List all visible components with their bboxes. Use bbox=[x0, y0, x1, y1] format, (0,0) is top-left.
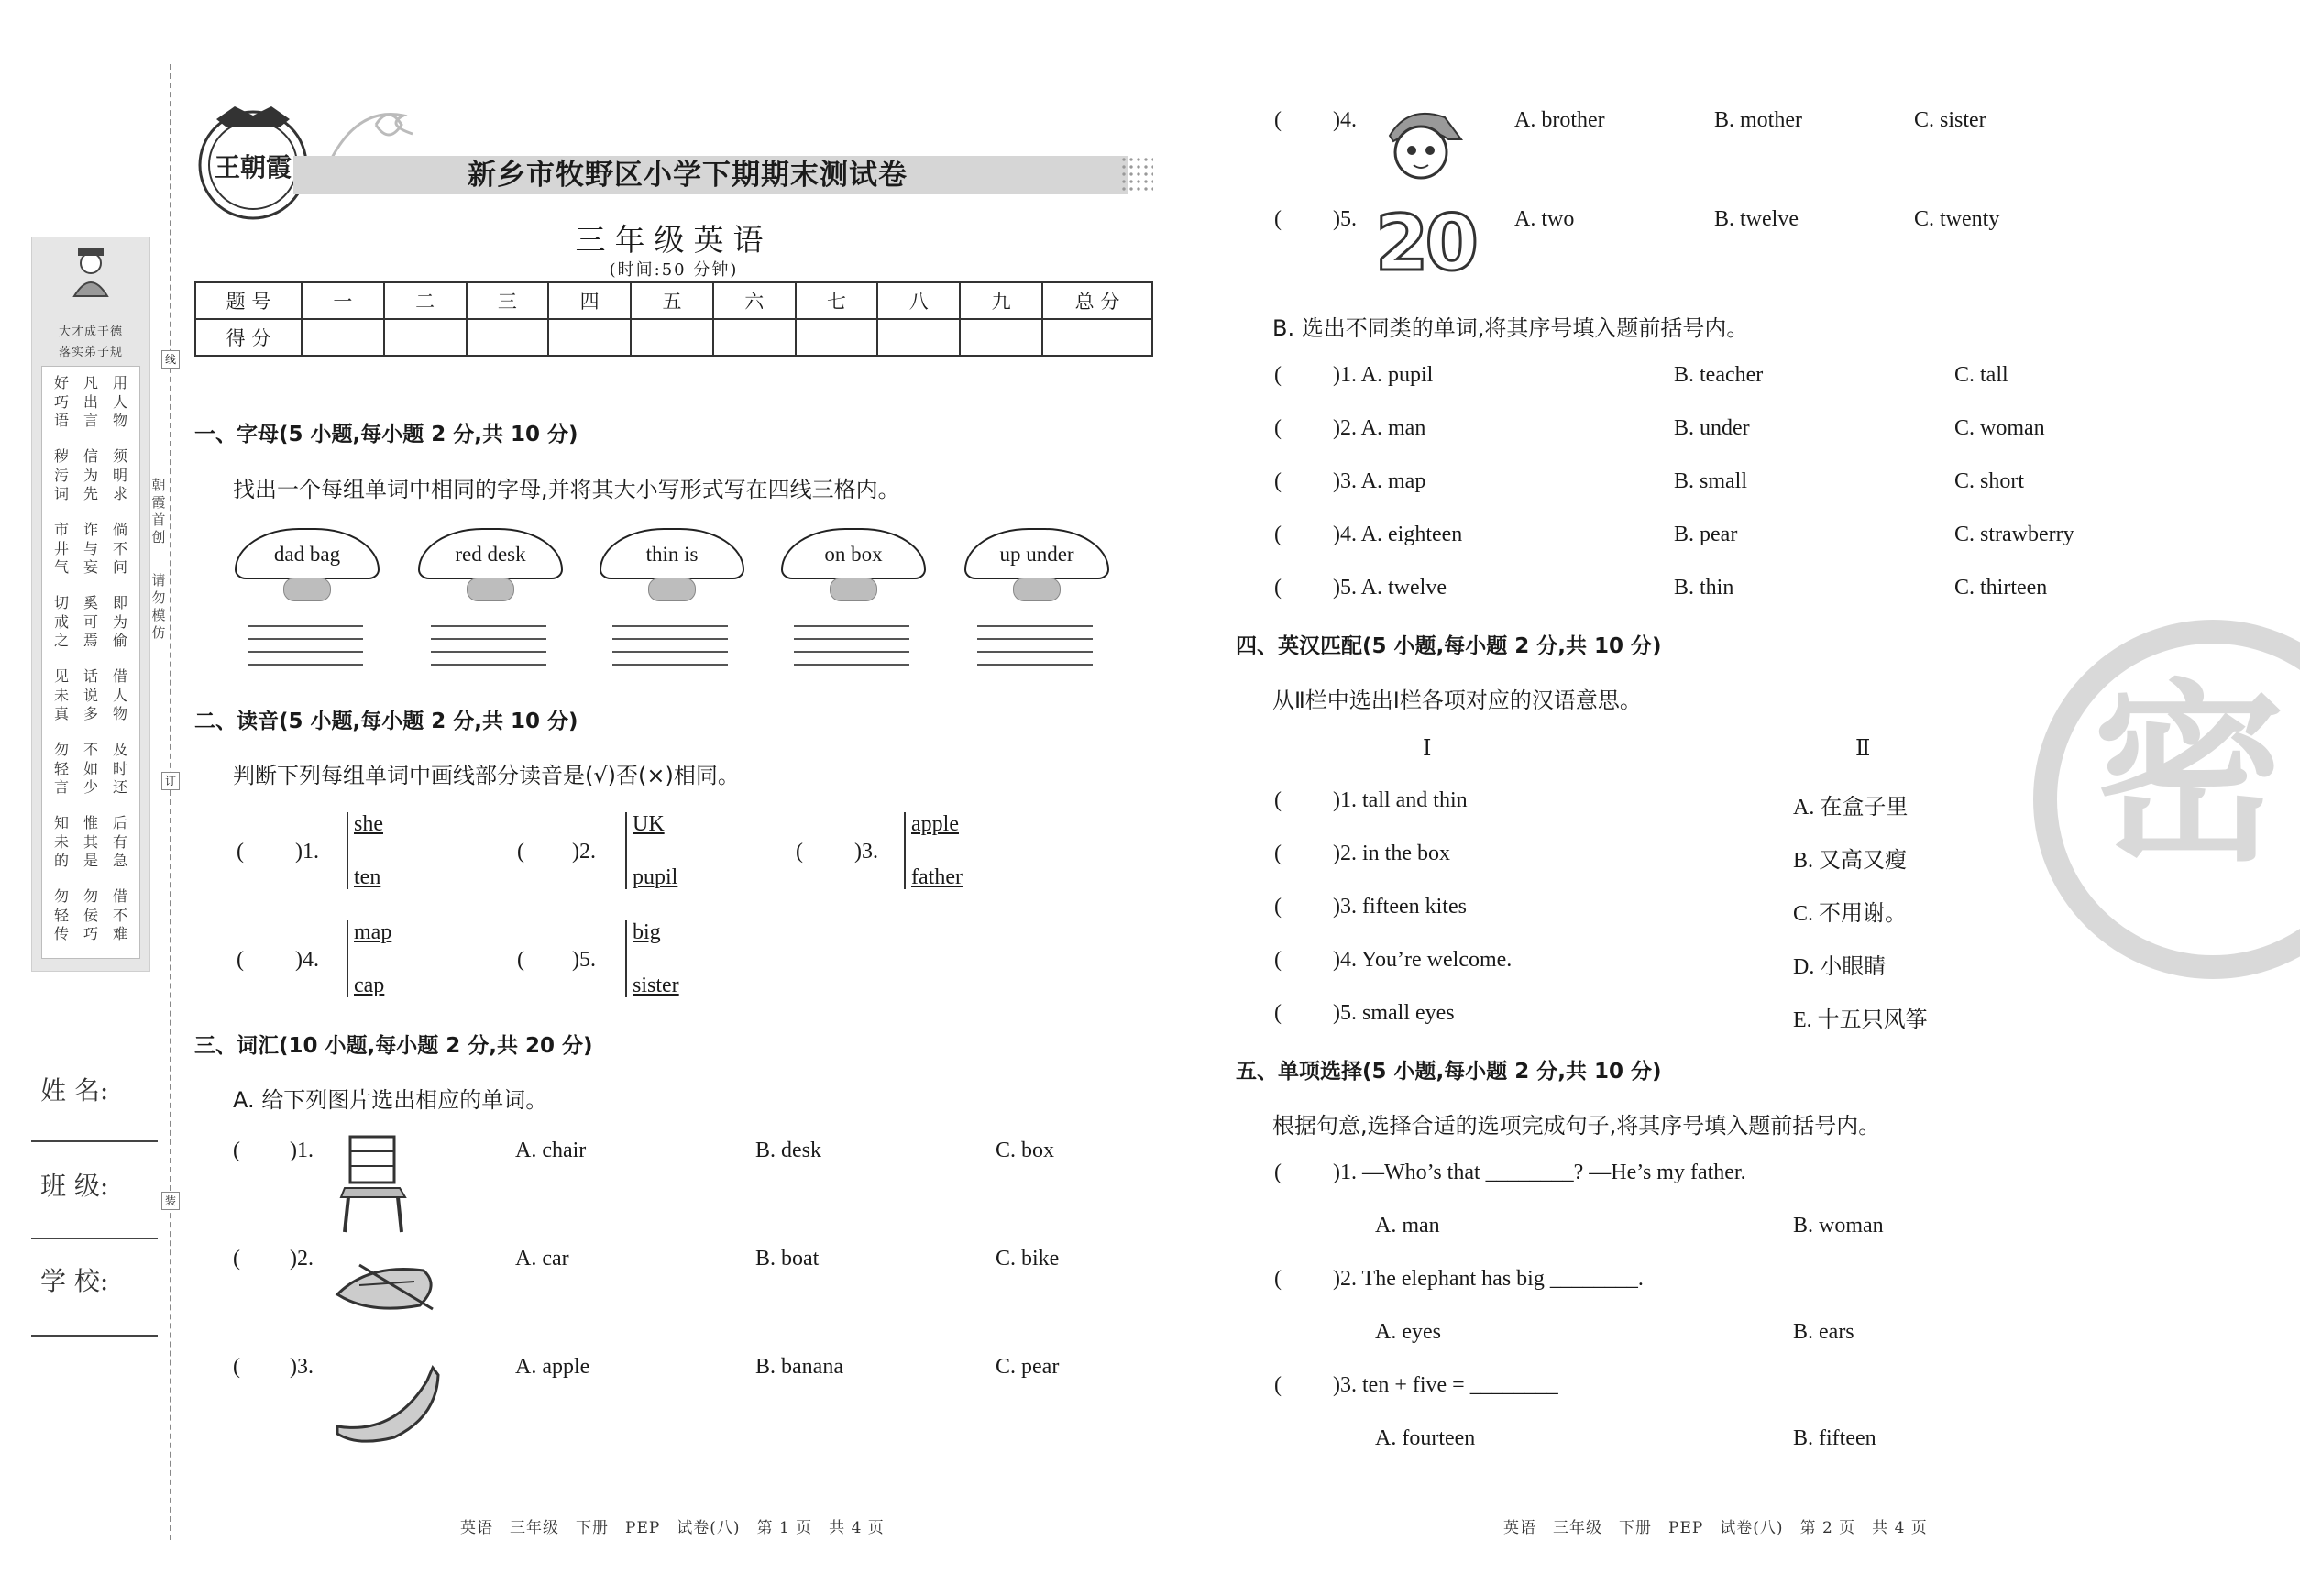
word-bottom: cap bbox=[354, 974, 385, 997]
mushroom-stem bbox=[648, 578, 696, 601]
word-top: map bbox=[354, 920, 392, 944]
banana-icon bbox=[330, 1362, 449, 1445]
question-number: )1. bbox=[290, 1139, 314, 1162]
answer-bracket[interactable]: ( bbox=[517, 840, 524, 864]
score-cell: 四 bbox=[548, 282, 631, 319]
section2-title: 二、读音(5 小题,每小题 2 分,共 10 分) bbox=[194, 710, 578, 733]
motto-col: 知 未 的 bbox=[53, 814, 69, 869]
mushroom-stem bbox=[283, 578, 331, 601]
score-cell: 三 bbox=[467, 282, 549, 319]
option-a: A. two bbox=[1514, 207, 1575, 231]
option-b: B. teacher bbox=[1674, 363, 1764, 387]
option-a: A. eyes bbox=[1375, 1320, 1441, 1344]
mushroom-stem bbox=[830, 578, 877, 601]
motto-col: 诈 与 妄 bbox=[83, 521, 98, 576]
option-c: C. box bbox=[996, 1139, 1055, 1162]
score-header-row bbox=[195, 282, 1152, 319]
watermark-char: 密 bbox=[2092, 663, 2285, 887]
option-c: C. thirteen bbox=[1954, 576, 2048, 600]
mushroom-stem bbox=[1013, 578, 1061, 601]
word-top: UK bbox=[633, 812, 665, 836]
seal-char: 订 bbox=[161, 772, 180, 790]
answer-bracket[interactable]: ( bbox=[1274, 1267, 1282, 1291]
answer-bracket[interactable]: ( bbox=[1274, 842, 1282, 865]
school-label: 学 校: bbox=[40, 1266, 109, 1296]
answer-bracket[interactable]: ( bbox=[1274, 108, 1282, 132]
match-left: )4. You’re welcome. bbox=[1333, 948, 1513, 972]
score-input[interactable] bbox=[631, 319, 713, 356]
score-cell: 六 bbox=[713, 282, 796, 319]
section4-instruction: 从Ⅱ栏中选出Ⅰ栏各项对应的汉语意思。 bbox=[1272, 688, 1642, 713]
motto-line-1: 大才成于德 bbox=[58, 325, 123, 339]
option-b: B. fifteen bbox=[1793, 1426, 1876, 1450]
answer-bracket[interactable]: ( bbox=[233, 1139, 240, 1162]
match-left: )1. tall and thin bbox=[1333, 788, 1468, 812]
option-a: A. man bbox=[1375, 1214, 1440, 1238]
brace bbox=[625, 920, 627, 997]
option-b: B. small bbox=[1674, 469, 1748, 493]
motto-col: 秽 污 词 bbox=[53, 447, 69, 502]
score-input[interactable] bbox=[960, 319, 1042, 356]
score-entry-row bbox=[195, 319, 1152, 356]
motto-col: 凡 出 言 bbox=[83, 374, 98, 429]
option-b: B. desk bbox=[755, 1139, 821, 1162]
option-a: A. car bbox=[515, 1247, 569, 1271]
score-cell: 一 bbox=[302, 282, 384, 319]
question-line: )2. A. man bbox=[1333, 416, 1426, 440]
motto-col: 即 为 偷 bbox=[112, 594, 127, 649]
score-input[interactable] bbox=[302, 319, 384, 356]
motto-col: 借 不 难 bbox=[112, 887, 127, 942]
question-text: )1. —Who’s that ________? —He’s my father. bbox=[1333, 1161, 1746, 1184]
motto-col: 市 井 气 bbox=[53, 521, 69, 576]
boy-icon bbox=[1381, 103, 1465, 191]
section5-title: 五、单项选择(5 小题,每小题 2 分,共 10 分) bbox=[1236, 1060, 1662, 1084]
option-c: C. woman bbox=[1954, 416, 2045, 440]
column-two-header: Ⅱ bbox=[1855, 737, 1871, 761]
question-text: )2. The elephant has big ________. bbox=[1333, 1267, 1644, 1291]
answer-bracket[interactable]: ( bbox=[1274, 788, 1282, 812]
question-line: )1. A. pupil bbox=[1333, 363, 1434, 387]
option-c: C. bike bbox=[996, 1247, 1060, 1271]
binding-cut-line bbox=[170, 64, 171, 1540]
answer-bracket[interactable]: ( bbox=[1274, 1373, 1282, 1397]
brace bbox=[904, 812, 906, 889]
cut-note-1: 朝 霞 首 创 bbox=[151, 477, 166, 545]
option-b: B. twelve bbox=[1714, 207, 1799, 231]
option-b: B. thin bbox=[1674, 576, 1734, 600]
option-c: C. sister bbox=[1914, 108, 1986, 132]
motto-sidebar bbox=[31, 237, 150, 972]
section3-partB: B. 选出不同类的单词,将其序号填入题前括号内。 bbox=[1272, 315, 1749, 341]
mushroom-word-group: up under bbox=[964, 528, 1109, 579]
match-right: A. 在盒子里 bbox=[1793, 796, 1909, 820]
name-label: 姓 名: bbox=[40, 1075, 109, 1106]
answer-bracket[interactable]: ( bbox=[1274, 469, 1282, 493]
answer-bracket[interactable]: ( bbox=[1274, 207, 1282, 231]
match-left: )5. small eyes bbox=[1333, 1001, 1455, 1025]
motto-col: 见 未 真 bbox=[53, 667, 69, 722]
motto-col: 话 说 多 bbox=[83, 667, 98, 722]
answer-bracket[interactable]: ( bbox=[233, 1247, 240, 1271]
score-input[interactable] bbox=[467, 319, 549, 356]
mushroom-word-group: dad bag bbox=[235, 528, 380, 579]
logo-text: 王朝霞 bbox=[214, 152, 292, 182]
column-one-header: Ⅰ bbox=[1423, 737, 1432, 761]
motto-col: 及 时 还 bbox=[112, 741, 127, 796]
option-b: B. ears bbox=[1793, 1320, 1854, 1344]
scholar-icon bbox=[67, 245, 115, 298]
question-number: )3. bbox=[854, 840, 878, 864]
four-line-grid[interactable] bbox=[431, 614, 546, 662]
question-line: )5. A. twelve bbox=[1333, 576, 1447, 600]
option-b: B. under bbox=[1674, 416, 1750, 440]
motto-col: 好 巧 语 bbox=[53, 374, 69, 429]
question-number: )1. bbox=[295, 840, 319, 864]
answer-bracket[interactable]: ( bbox=[1274, 416, 1282, 440]
score-input[interactable] bbox=[877, 319, 960, 356]
option-c: C. pear bbox=[996, 1355, 1060, 1379]
score-input[interactable] bbox=[384, 319, 467, 356]
answer-bracket[interactable]: ( bbox=[1274, 948, 1282, 972]
option-a: A. chair bbox=[515, 1139, 587, 1162]
option-c: C. twenty bbox=[1914, 207, 2000, 231]
four-line-grid[interactable] bbox=[612, 614, 728, 662]
mushroom-word-group: thin is bbox=[600, 528, 744, 579]
motto-col: 惟 其 是 bbox=[83, 814, 98, 869]
option-a: A. brother bbox=[1514, 108, 1605, 132]
score-label: 得 分 bbox=[195, 319, 302, 356]
answer-bracket[interactable]: ( bbox=[1274, 1161, 1282, 1184]
question-line: )3. A. map bbox=[1333, 469, 1426, 493]
four-line-grid[interactable] bbox=[794, 614, 909, 662]
section1-instruction: 找出一个每组单词中相同的字母,并将其大小写形式写在四线三格内。 bbox=[233, 477, 900, 502]
four-line-grid[interactable] bbox=[248, 614, 363, 662]
seal-char: 装 bbox=[161, 1192, 180, 1210]
answer-bracket[interactable]: ( bbox=[1274, 576, 1282, 600]
word-bottom: pupil bbox=[633, 865, 678, 889]
score-cell: 二 bbox=[384, 282, 467, 319]
option-b: B. boat bbox=[755, 1247, 820, 1271]
score-input[interactable] bbox=[1042, 319, 1152, 356]
answer-bracket[interactable]: ( bbox=[233, 1355, 240, 1379]
question-line: )4. A. eighteen bbox=[1333, 523, 1463, 546]
page-footer-right: 英语 三年级 下册 PEP 试卷(八) 第 2 页 共 4 页 bbox=[1503, 1519, 1928, 1537]
motto-columns bbox=[41, 366, 140, 959]
score-input[interactable] bbox=[548, 319, 631, 356]
section3-title: 三、词汇(10 小题,每小题 2 分,共 20 分) bbox=[194, 1034, 593, 1058]
motto-col: 借 人 物 bbox=[112, 667, 127, 722]
match-right: C. 不用谢。 bbox=[1793, 902, 1908, 926]
score-table bbox=[194, 281, 1153, 357]
question-number: )4. bbox=[1333, 108, 1357, 132]
banner-dots bbox=[1120, 156, 1153, 194]
answer-bracket[interactable]: ( bbox=[1274, 523, 1282, 546]
score-cell: 五 bbox=[631, 282, 713, 319]
answer-bracket[interactable]: ( bbox=[517, 948, 524, 972]
motto-col: 信 为 先 bbox=[83, 447, 98, 502]
mushroom-word-group: red desk bbox=[418, 528, 563, 579]
motto-col: 切 戒 之 bbox=[53, 594, 69, 649]
answer-bracket[interactable]: ( bbox=[237, 948, 244, 972]
score-input[interactable] bbox=[796, 319, 878, 356]
exam-title: 新乡市牧野区小学下期期末测试卷 bbox=[468, 159, 908, 192]
question-number: )4. bbox=[295, 948, 319, 972]
option-b: B. banana bbox=[755, 1355, 843, 1379]
answer-bracket[interactable]: ( bbox=[1274, 1001, 1282, 1025]
answer-bracket[interactable]: ( bbox=[237, 840, 244, 864]
brace bbox=[347, 812, 348, 889]
score-cell: 总 分 bbox=[1042, 282, 1152, 319]
motto-line-2: 落实弟子规 bbox=[58, 346, 123, 359]
score-cell: 七 bbox=[796, 282, 878, 319]
score-cell: 八 bbox=[877, 282, 960, 319]
mushroom-stem bbox=[467, 578, 514, 601]
word-top: she bbox=[354, 812, 383, 836]
word-top: big bbox=[633, 920, 661, 944]
motto-col: 不 如 少 bbox=[83, 741, 98, 796]
section2-instruction: 判断下列每组单词中画线部分读音是(√)否(×)相同。 bbox=[233, 763, 740, 788]
cut-note-2: 请 勿 模 仿 bbox=[151, 572, 166, 641]
question-number: )2. bbox=[572, 840, 596, 864]
four-line-grid[interactable] bbox=[977, 614, 1093, 662]
section1-title: 一、字母(5 小题,每小题 2 分,共 10 分) bbox=[194, 423, 578, 446]
motto-col: 倘 不 问 bbox=[112, 521, 127, 576]
question-text: )3. ten + five = ________ bbox=[1333, 1373, 1558, 1397]
question-number: )5. bbox=[572, 948, 596, 972]
answer-bracket[interactable]: ( bbox=[1274, 363, 1282, 387]
exam-subtitle: 三年级英语 bbox=[575, 222, 773, 258]
motto-col: 勿 佞 巧 bbox=[83, 887, 98, 942]
option-a: A. fourteen bbox=[1375, 1426, 1476, 1450]
brace bbox=[625, 812, 627, 889]
motto-col: 勿 轻 传 bbox=[53, 887, 69, 942]
word-bottom: father bbox=[911, 865, 963, 889]
motto-col: 后 有 急 bbox=[112, 814, 127, 869]
option-c: C. tall bbox=[1954, 363, 2008, 387]
section5-instruction: 根据句意,选择合适的选项完成句子,将其序号填入题前括号内。 bbox=[1272, 1113, 1881, 1139]
score-input[interactable] bbox=[713, 319, 796, 356]
word-top: apple bbox=[911, 812, 959, 836]
motto-col: 勿 轻 言 bbox=[53, 741, 69, 796]
motto-col: 奚 可 焉 bbox=[83, 594, 98, 649]
match-right: B. 又高又瘦 bbox=[1793, 849, 1908, 873]
option-c: C. short bbox=[1954, 469, 2025, 493]
brace bbox=[347, 920, 348, 997]
seal-char: 线 bbox=[161, 350, 180, 369]
watermark-stamp bbox=[2033, 620, 2300, 979]
option-b: B. mother bbox=[1714, 108, 1802, 132]
number-twenty-picture: 20 bbox=[1375, 198, 1475, 288]
match-left: )2. in the box bbox=[1333, 842, 1450, 865]
word-bottom: sister bbox=[633, 974, 679, 997]
score-cell: 题 号 bbox=[195, 282, 302, 319]
option-c: C. strawberry bbox=[1954, 523, 2074, 546]
boat-icon bbox=[332, 1258, 447, 1316]
school-field[interactable] bbox=[31, 1335, 158, 1337]
word-bottom: ten bbox=[354, 865, 381, 889]
page-footer-left: 英语 三年级 下册 PEP 试卷(八) 第 1 页 共 4 页 bbox=[460, 1519, 885, 1537]
question-number: )5. bbox=[1333, 207, 1357, 231]
exam-time: (时间:50 分钟) bbox=[609, 260, 739, 280]
class-label: 班 级: bbox=[40, 1171, 109, 1201]
chair-icon bbox=[339, 1133, 409, 1236]
mushroom-word-group: on box bbox=[781, 528, 926, 579]
question-number: )2. bbox=[290, 1247, 314, 1271]
match-right: D. 小眼睛 bbox=[1793, 955, 1887, 979]
match-left: )3. fifteen kites bbox=[1333, 895, 1467, 919]
class-field[interactable] bbox=[31, 1238, 158, 1239]
answer-bracket[interactable]: ( bbox=[1274, 895, 1282, 919]
section3-partA: A. 给下列图片选出相应的单词。 bbox=[233, 1087, 548, 1113]
option-b: B. pear bbox=[1674, 523, 1738, 546]
name-field[interactable] bbox=[31, 1140, 158, 1142]
section4-title: 四、英汉匹配(5 小题,每小题 2 分,共 10 分) bbox=[1236, 634, 1662, 658]
option-a: A. apple bbox=[515, 1355, 590, 1379]
motto-col: 用 人 物 bbox=[112, 374, 127, 429]
score-cell: 九 bbox=[960, 282, 1042, 319]
question-number: )3. bbox=[290, 1355, 314, 1379]
motto-col: 须 明 求 bbox=[112, 447, 127, 502]
answer-bracket[interactable]: ( bbox=[796, 840, 803, 864]
option-b: B. woman bbox=[1793, 1214, 1884, 1238]
match-right: E. 十五只风筝 bbox=[1793, 1008, 1928, 1032]
